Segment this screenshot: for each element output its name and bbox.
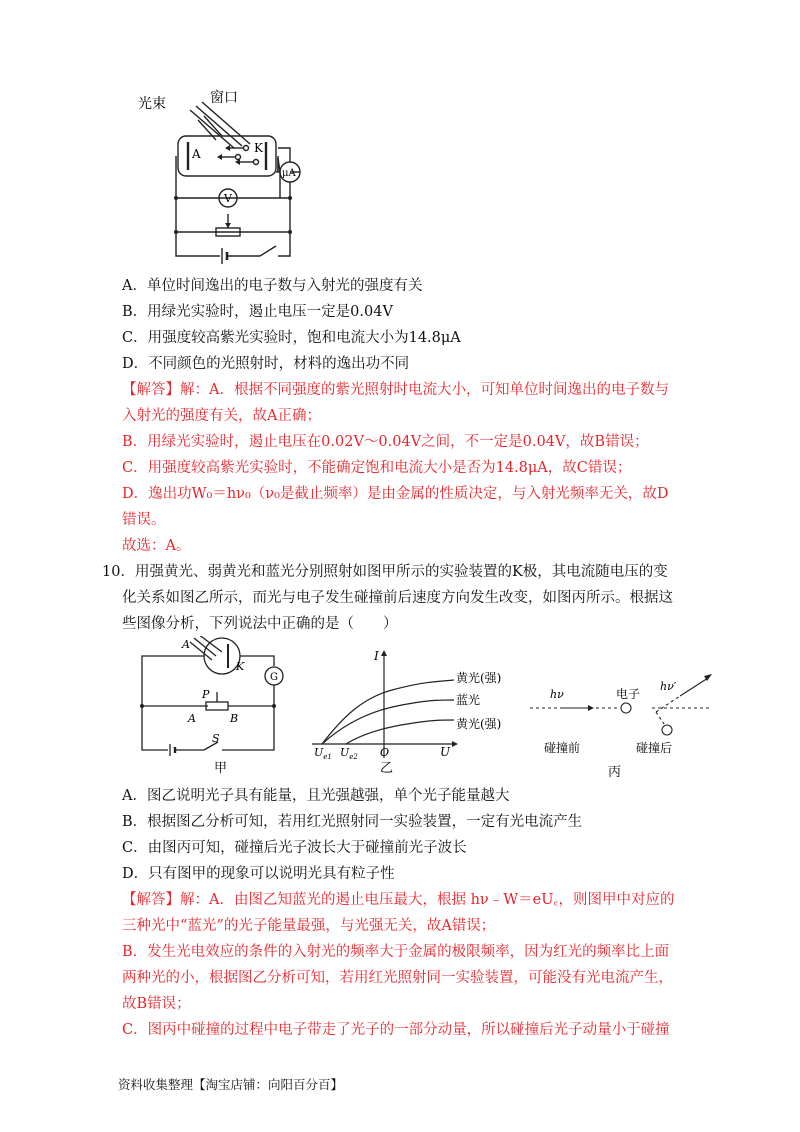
legend-yellow-strong: 黄光(强) [456, 671, 502, 685]
q9-answer-line5: D．逸出功W₀＝hν₀（ν₀是截止频率）是由金属的性质决定，与入射光频率无关，故D [122, 486, 669, 502]
jia-P-label: P [202, 688, 210, 701]
q9-answer-line2: 入射光的强度有关，故A正确； [122, 408, 321, 424]
photoelectric-circuit-diagram [130, 88, 330, 273]
q9-answer-text: 解：A．根据不同强度的紫光照射时电流大小，可知单位时间逸出的电子数与 [180, 382, 669, 398]
q9-answer-line4: C．用强度较高紫光实验时，不能确定饱和电流大小是否为14.8μA，故C错误； [122, 460, 632, 476]
curve-blue [322, 700, 454, 744]
answer-tag: 【解答】 [122, 892, 180, 908]
q10-answer-line2: 三种光中“蓝光”的光子能量最强，与光强无关，故A错误； [122, 918, 496, 934]
q9-option-a: A．单位时间逸出的电子数与入射光的强度有关 [122, 278, 423, 294]
jia-K-label: K [236, 660, 245, 673]
electrode-k-label: K [254, 141, 263, 155]
q9-option-d: D．不同颜色的光照射时，材料的逸出功不同 [122, 356, 410, 372]
q9-option-c: C．用强度较高紫光实验时，饱和电流大小为14.8μA [122, 330, 461, 346]
q10-answer-line3: B．发生光电效应的条件的入射光的频率大于金属的极限频率，因为红光的频率比上面 [122, 944, 670, 960]
jia-A-label: A [182, 638, 190, 651]
q10-stem-line1: 10．用强黄光、弱黄光和蓝光分别照射如图甲所示的实验装置的K极，其电流随电压的变 [102, 564, 668, 580]
q9-answer-line3: B．用绿光实验时，遏止电压在0.02V～0.04V之间，不一定是0.04V，故B错误； [122, 434, 649, 450]
bing-before: 碰撞前 [544, 741, 581, 755]
curve-yellow-strong [322, 680, 454, 744]
q9-answer-line7: 故选：A。 [122, 538, 191, 554]
jia-caption: 甲 [214, 761, 228, 776]
beam-label: 光束 [138, 96, 166, 112]
q10-option-c: C．由图丙可知，碰撞后光子波长大于碰撞前光子波长 [122, 840, 467, 856]
voltmeter-label: V [224, 192, 232, 205]
bing-hv: hν [550, 688, 564, 701]
jia-G-label: G [270, 672, 278, 683]
q10-stem-line3: 些图像分析，下列说法中正确的是（ ） [122, 616, 398, 632]
fig-bing-collision [530, 668, 720, 778]
yi-ue2: $U_{e2}$ [340, 746, 358, 761]
q10-answer-line6: C．图丙中碰撞的过程中电子带走了光子的一部分动量，所以碰撞后光子动量小于碰撞 [122, 1022, 670, 1038]
answer-tag: 【解答】 [122, 382, 180, 398]
fig-yi-chart [312, 648, 512, 776]
bing-after: 碰撞后 [636, 741, 673, 755]
bing-hv-prime: hν′ [660, 680, 677, 693]
microammeter-label: μA [282, 168, 296, 179]
q10-answer-line5: 故B错误； [122, 996, 191, 1012]
q10-answer-line4: 两种光的小，根据图乙分析可知，若用红光照射同一实验装置，可能没有光电流产生， [122, 970, 673, 986]
page-footer: 资料收集整理【淘宝店铺：向阳百分百】 [118, 1077, 344, 1092]
yi-origin: O [380, 746, 390, 759]
window-label: 窗口 [210, 90, 238, 106]
q10-option-d: D．只有图甲的现象可以说明光具有粒子性 [122, 866, 395, 882]
jia-S-label: S [212, 732, 220, 745]
legend-blue: 蓝光 [456, 693, 481, 707]
bing-caption: 丙 [608, 765, 622, 778]
q10-answer-line1 [122, 890, 674, 910]
jia-A2-label: A [188, 712, 196, 725]
q10-answer-text: 解：A．由图乙知蓝光的遏止电压最大，根据 hν﹣W＝eU꜀，则图甲中对应的 [180, 892, 675, 908]
fig-jia-circuit [128, 636, 303, 776]
q10-option-b: B．根据图乙分析可知，若用红光照射同一实验装置，一定有光电流产生 [122, 814, 583, 830]
bing-electron: 电子 [616, 687, 641, 701]
q9-answer-line1 [122, 380, 669, 400]
jia-B-label: B [230, 712, 239, 725]
electrode-a-label: A [192, 147, 201, 161]
yi-caption: 乙 [380, 761, 394, 776]
yi-ue1: $U_{e1}$ [314, 746, 332, 761]
yi-ylabel: I [374, 649, 379, 663]
q9-option-b: B．用绿光实验时，遏止电压一定是0.04V [122, 304, 393, 320]
yi-xlabel: U [440, 745, 451, 759]
q10-option-a: A．图乙说明光子具有能量，且光强越强，单个光子能量越大 [122, 788, 510, 804]
legend-yellow-weak: 黄光(强) [456, 717, 502, 731]
curve-yellow-weak [346, 720, 454, 744]
q10-stem-line2: 化关系如图乙所示，而光与电子发生碰撞前后速度方向发生改变，如图丙所示。根据这 [122, 590, 673, 606]
q9-answer-line6: 错误。 [122, 512, 166, 528]
